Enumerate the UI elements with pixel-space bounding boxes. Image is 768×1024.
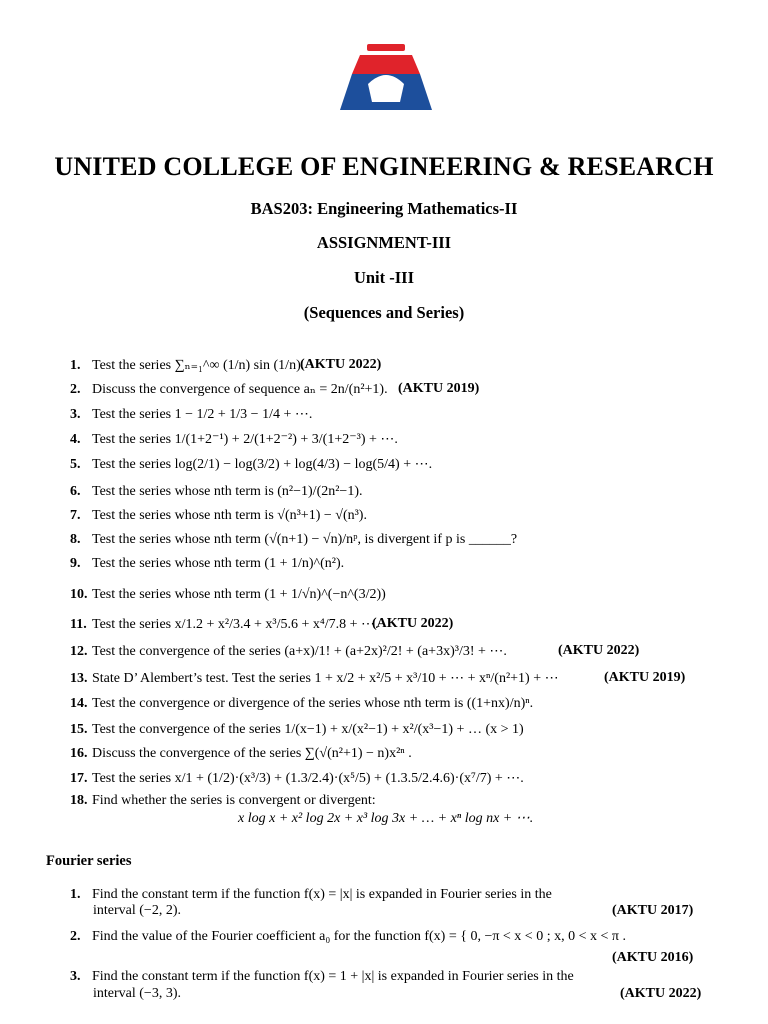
question-3: 3. Test the series 1 − 1/2 + 1/3 − 1/4 + ⋯. <box>70 407 313 422</box>
question-4: 4. Test the series 1/(1+2⁻¹) + 2/(1+2⁻²) + 3/(1+2⁻³) + ⋯. <box>70 432 398 447</box>
fourier-heading: Fourier series <box>46 853 132 869</box>
fourier-question-1: 1. Find the constant term if the function f(x) = |x| is expanded in Fourier series in the <box>70 887 552 902</box>
question-12-tag: (AKTU 2022) <box>558 643 640 658</box>
unit-title: Unit -III <box>353 268 415 287</box>
question-7: 7. Test the series whose nth term is √(n³+1) − √(n³). <box>70 508 367 523</box>
question-6: 6. Test the series whose nth term is (n²−1)/(2n²−1). <box>70 484 363 499</box>
question-9: 9. Test the series whose nth term (1 + 1/n)^(n²). <box>70 556 345 571</box>
question-8: 8. Test the series whose nth term (√(n+1) − √n)/nᵖ, is divergent if p is ______? <box>70 532 518 547</box>
question-11-tag: (AKTU 2022) <box>372 616 454 631</box>
question-1-tag: (AKTU 2022) <box>300 357 382 372</box>
question-2-tag: (AKTU 2019) <box>398 381 480 396</box>
question-13-tag: (AKTU 2019) <box>604 670 686 685</box>
college-logo <box>338 44 434 114</box>
subject-title: BAS203: Engineering Mathematics-II <box>250 199 518 218</box>
question-text: Test the series ∑ₙ₌₁^∞ (1/n) sin (1/n). <box>92 358 305 373</box>
logo-red-band <box>352 55 420 74</box>
question-2: 2. Discuss the convergence of sequence aₙ = 2n/(n²+1). <box>70 382 388 397</box>
question-text: Test the series 1 − 1/2 + 1/3 − 1/4 + ⋯. <box>92 407 313 422</box>
logo-red-bar <box>367 44 405 51</box>
assignment-title: ASSIGNMENT-III <box>316 233 452 252</box>
question-text: Find the value of the Fourier coefficient a₀ for the function f(x) = { 0, −π < x < 0 ; x, 0 < x < π . <box>92 929 626 944</box>
college-name: UNITED COLLEGE OF ENGINEERING & RESEARCH <box>54 152 714 181</box>
question-1: 1. Test the series ∑ₙ₌₁^∞ (1/n) sin (1/n). <box>70 358 305 373</box>
question-14: 14. Test the convergence or divergence of the series whose nth term is ((1+nx)/n)ⁿ. <box>70 696 534 711</box>
question-text: Discuss the convergence of the series ∑(√(n²+1) − n)x²ⁿ . <box>92 746 412 761</box>
question-text: Find whether the series is convergent or divergent: <box>92 793 376 808</box>
question-12: 12. Test the convergence of the series (a+x)/1! + (a+2x)²/2! + (a+3x)³/3! + ⋯. <box>70 644 507 659</box>
topic-title: (Sequences and Series) <box>303 303 465 322</box>
question-text: Test the series x/1.2 + x²/3.4 + x³/5.6 + x⁴/7.8 + ⋯. <box>92 617 379 632</box>
question-17: 17. Test the series x/1 + (1/2)·(x³/3) + (1.3/2.4)·(x⁵/5) + (1.3.5/2.4.6)·(x⁷/7) + ⋯. <box>70 771 524 786</box>
fourier-question-2: 2. Find the value of the Fourier coefficient a₀ for the function f(x) = { 0, −π < x < 0 ; x, 0 < x < π . <box>70 929 626 944</box>
question-text: Discuss the convergence of sequence aₙ = 2n/(n²+1). <box>92 382 388 397</box>
fourier-question-2-tag: (AKTU 2016) <box>612 950 694 965</box>
question-text: Test the convergence of the series (a+x)/1! + (a+2x)²/2! + (a+3x)³/3! + ⋯. <box>92 644 507 659</box>
question-text: State D’ Alembert’s test. Test the series 1 + x/2 + x²/5 + x³/10 + ⋯ + xⁿ/(n²+1) + ⋯ <box>92 671 559 686</box>
question-text: Test the series 1/(1+2⁻¹) + 2/(1+2⁻²) + 3/(1+2⁻³) + ⋯. <box>92 432 398 447</box>
question-text: Find the constant term if the function f(x) = |x| is expanded in Fourier series in the <box>92 887 552 902</box>
fourier-question-1-tag: (AKTU 2017) <box>612 903 694 918</box>
fourier-question-3-tag: (AKTU 2022) <box>620 986 702 1001</box>
question-text: Test the series whose nth term is √(n³+1) − √(n³). <box>92 508 367 523</box>
question-text: Test the convergence or divergence of the series whose nth term is ((1+nx)/n)ⁿ. <box>92 696 534 711</box>
question-text: Find the constant term if the function f(x) = 1 + |x| is expanded in Fourier series in the <box>92 969 574 984</box>
fourier-question-3-line2: interval (−3, 3). <box>93 986 181 1001</box>
question-18-series: x log x + x² log 2x + x³ log 3x + … + xⁿ log nx + ⋯. <box>238 811 534 826</box>
question-16: 16. Discuss the convergence of the series ∑(√(n²+1) − n)x²ⁿ . <box>70 746 412 761</box>
fourier-question-3: 3. Find the constant term if the function f(x) = 1 + |x| is expanded in Fourier series in the <box>70 969 574 984</box>
question-text: Test the series whose nth term (1 + 1/n)^(n²). <box>92 556 345 571</box>
question-text: Test the series whose nth term is (n²−1)/(2n²−1). <box>92 484 363 499</box>
question-11: 11. Test the series x/1.2 + x²/3.4 + x³/5.6 + x⁴/7.8 + ⋯. <box>70 617 379 632</box>
question-18: 18. Find whether the series is convergent or divergent: <box>70 793 376 808</box>
fourier-question-1-line2: interval (−2, 2). <box>93 903 181 918</box>
question-text: Test the series whose nth term (1 + 1/√n)^(−n^(3/2)) <box>92 587 386 602</box>
question-10: 10. Test the series whose nth term (1 + 1/√n)^(−n^(3/2)) <box>70 587 386 602</box>
question-text: Test the convergence of the series 1/(x−1) + x/(x²−1) + x²/(x³−1) + … (x > 1) <box>92 722 524 737</box>
question-text: Test the series log(2/1) − log(3/2) + log(4/3) − log(5/4) + ⋯. <box>92 457 433 472</box>
question-13: 13. State D’ Alembert’s test. Test the series 1 + x/2 + x²/5 + x³/10 + ⋯ + xⁿ/(n²+1) + ⋯ <box>70 671 559 686</box>
question-15: 15. Test the convergence of the series 1/(x−1) + x/(x²−1) + x²/(x³−1) + … (x > 1) <box>70 722 524 737</box>
question-text: Test the series whose nth term (√(n+1) − √n)/nᵖ, is divergent if p is ______? <box>92 532 518 547</box>
question-text: Test the series x/1 + (1/2)·(x³/3) + (1.3/2.4)·(x⁵/5) + (1.3.5/2.4.6)·(x⁷/7) + ⋯. <box>92 771 524 786</box>
question-5: 5. Test the series log(2/1) − log(3/2) + log(4/3) − log(5/4) + ⋯. <box>70 457 433 472</box>
